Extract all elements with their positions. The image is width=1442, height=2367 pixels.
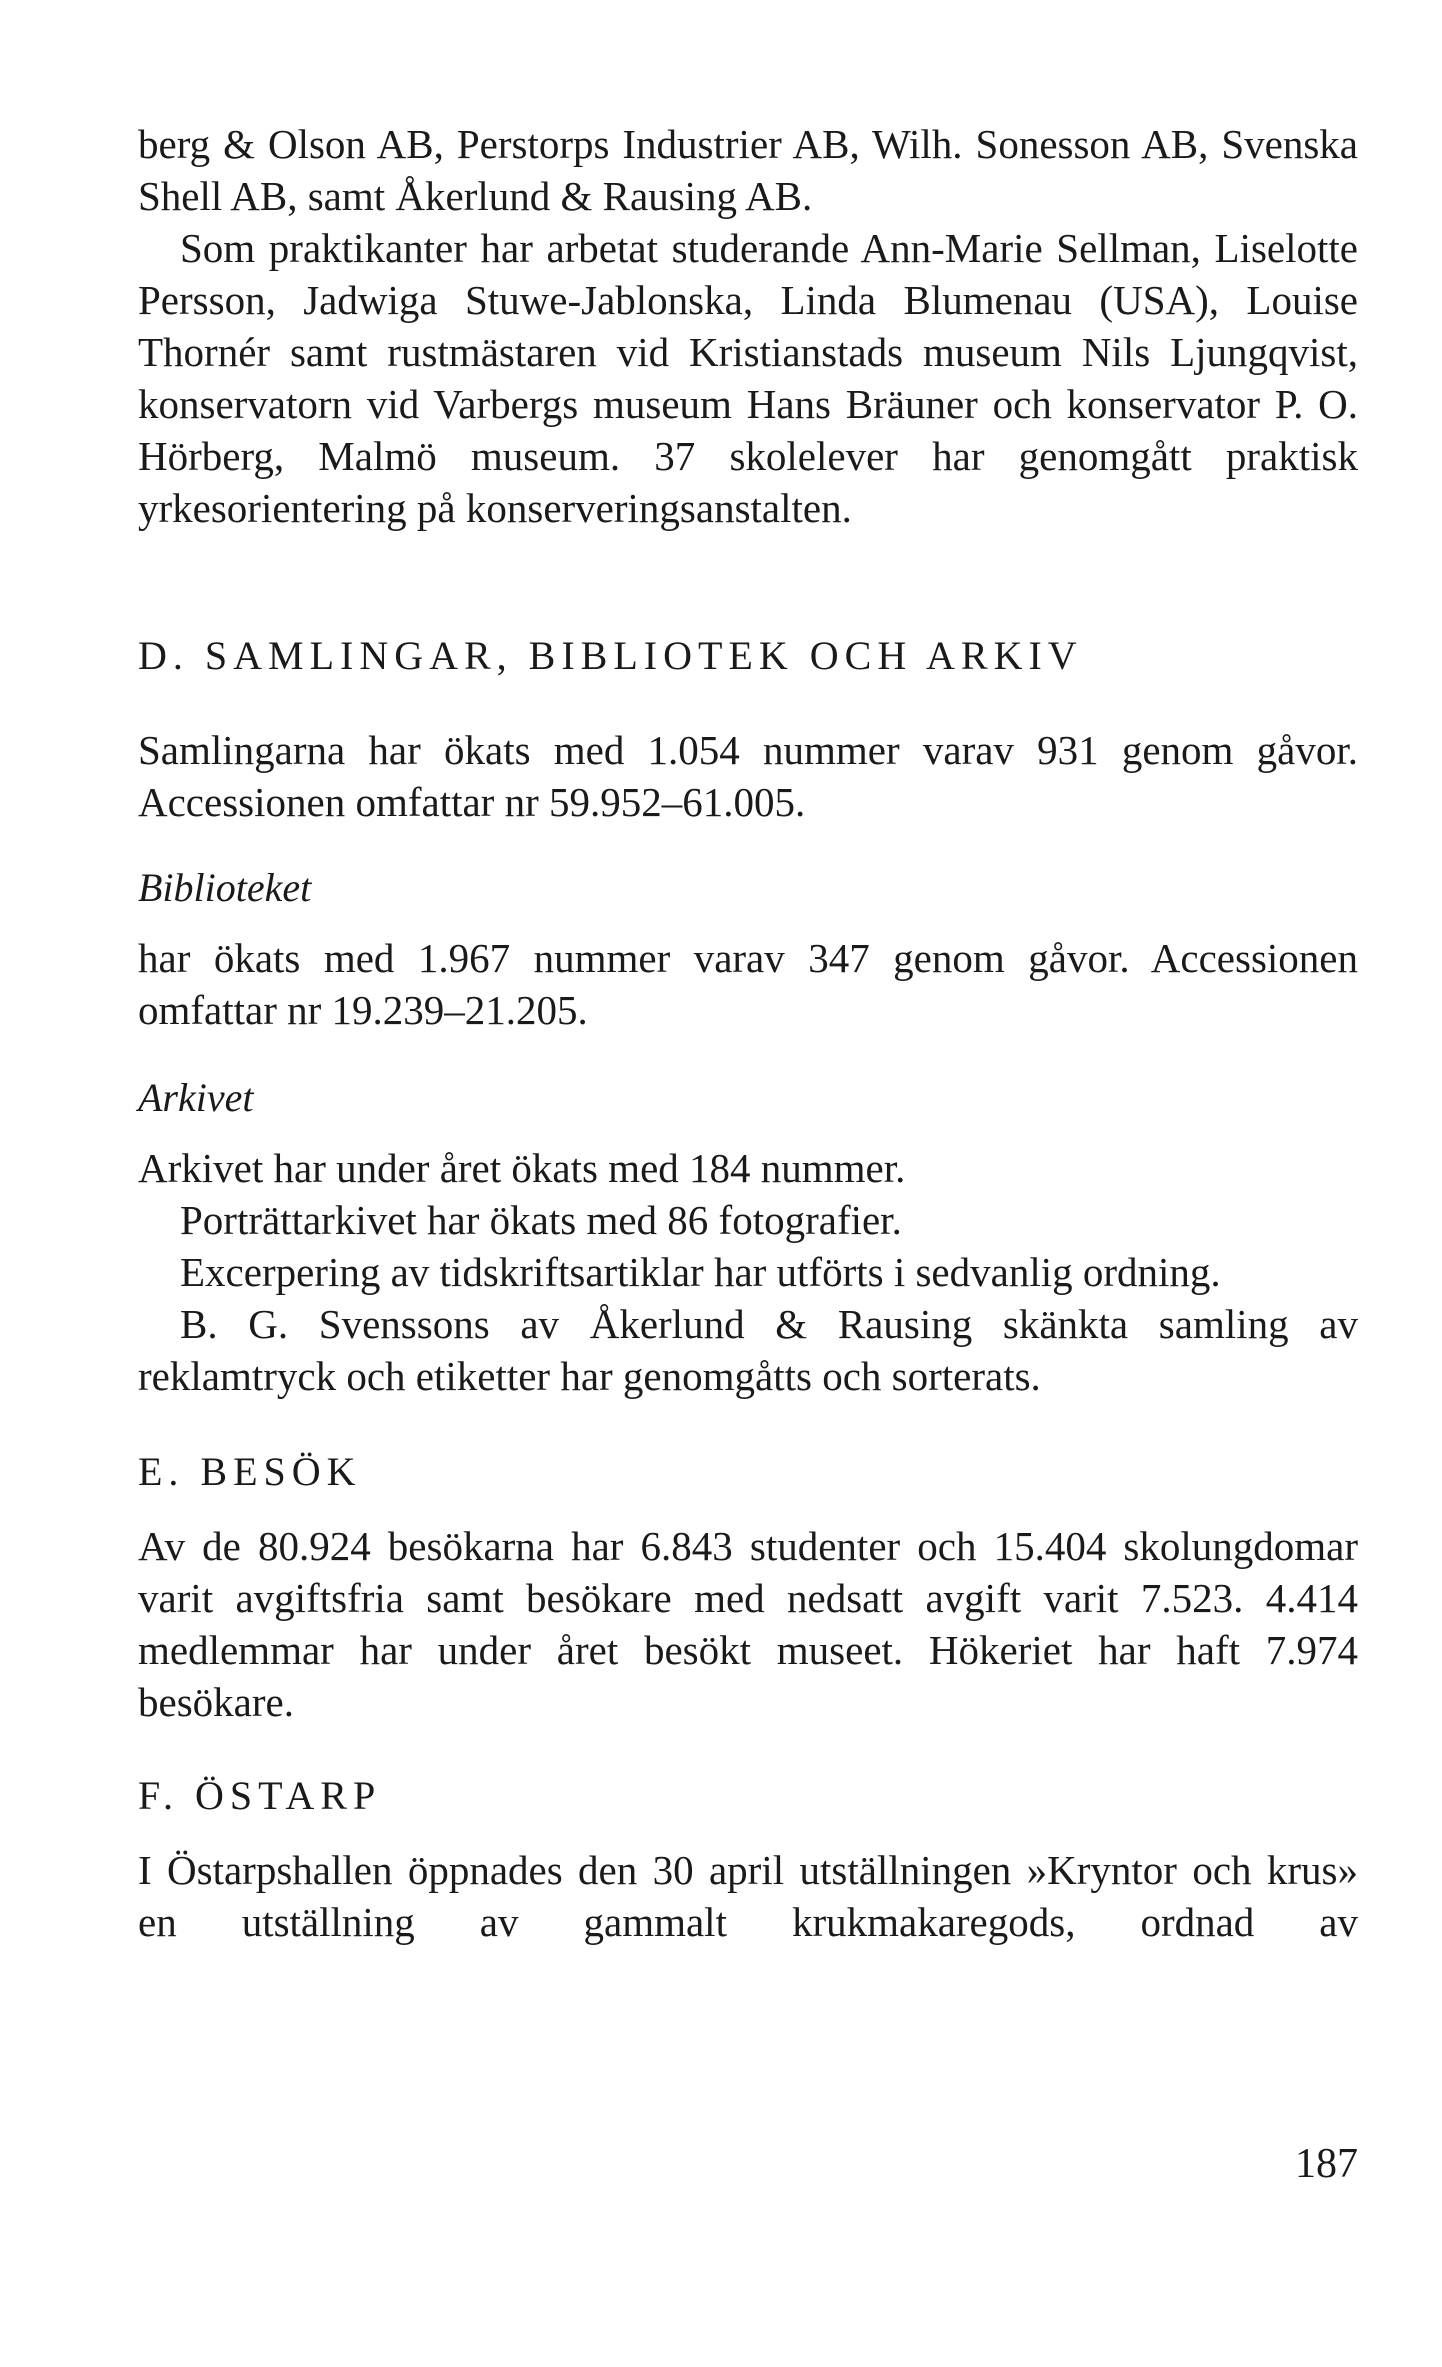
- section-f-heading: F. ÖSTARP: [138, 1773, 382, 1818]
- ostarp-paragraph: I Östarpshallen öppnades den 30 april utställningen »Kryntor och krus» en utställning av gammalt krukmakaregods, ordnad av: [138, 1847, 1358, 1945]
- library-heading: Biblioteket: [138, 865, 312, 910]
- visits-paragraph: Av de 80.924 besökarna har 6.843 studenter och 15.404 skolungdomar varit avgiftsfria samt besökare med nedsatt avgift varit 7.523. 4.414 medlemmar har under året besökt museet. Hökeriet har haft 7.974 besökare.: [138, 1523, 1358, 1725]
- section-d-heading: D. SAMLINGAR, BIBLIOTEK OCH ARKIV: [138, 633, 1083, 678]
- archive-paragraph-3: Excerpering av tidskriftsartiklar har utförts i sedvanlig ordning.: [180, 1249, 1221, 1295]
- collections-paragraph: Samlingarna har ökats med 1.054 nummer varav 931 genom gåvor. Accessionen omfattar nr 59.952–61.005.: [138, 727, 1358, 825]
- page-body: [138, 118, 1358, 1948]
- intro-paragraph-1: berg & Olson AB, Perstorps Industrier AB, Wilh. Sonesson AB, Svenska Shell AB, samt Åkerlund & Rausing AB.: [138, 121, 1358, 219]
- archive-heading: Arkivet: [138, 1075, 254, 1120]
- page-number: 187: [1295, 2141, 1358, 2187]
- intro-paragraph-2: Som praktikanter har arbetat studerande Ann-Marie Sellman, Liselotte Persson, Jadwiga Stuwe-Jablonska, Linda Blumenau (USA), Louise Thornér samt rustmästaren vid Kristianstads museum Nils Ljungqvist, konservatorn vid Varbergs museum Hans Bräuner och konservator P. O. Hörberg, Malmö museum. 37 skolelever har genomgått praktisk yrkesorientering på konserveringsanstalten.: [138, 225, 1358, 531]
- archive-paragraph-2: Porträttarkivet har ökats med 86 fotografier.: [180, 1197, 902, 1243]
- library-paragraph: har ökats med 1.967 nummer varav 347 genom gåvor. Accessionen omfattar nr 19.239–21.205.: [138, 935, 1358, 1033]
- section-e-heading: E. BESÖK: [138, 1449, 362, 1494]
- archive-paragraph-4: B. G. Svenssons av Åkerlund & Rausing skänkta samling av reklamtryck och etiketter har genomgåtts och sorterats.: [138, 1301, 1358, 1399]
- archive-paragraph-1: Arkivet har under året ökats med 184 nummer.: [138, 1145, 906, 1191]
